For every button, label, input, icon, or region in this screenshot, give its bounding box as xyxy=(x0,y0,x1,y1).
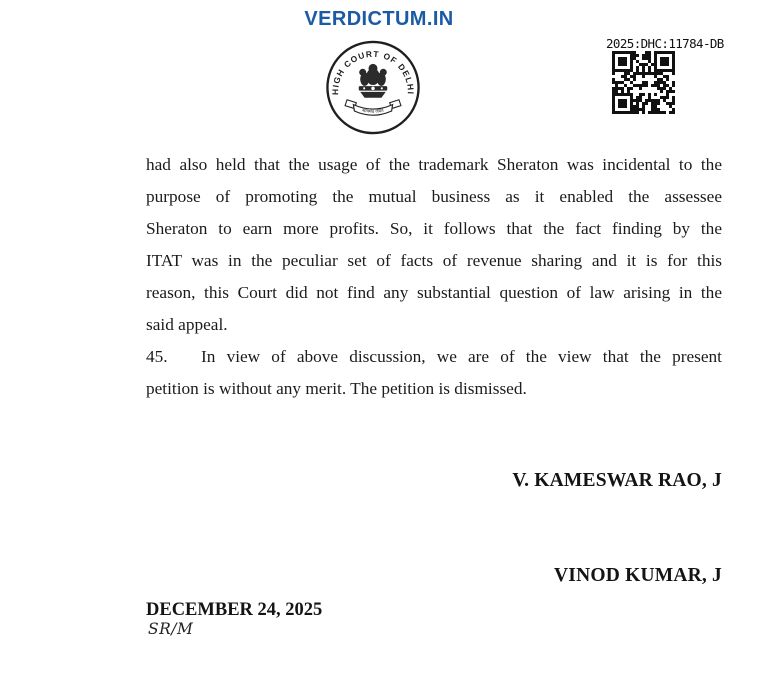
stenographer-initials: SR/M xyxy=(148,620,194,638)
seal-court-name: HIGH COURT OF DELHI xyxy=(330,48,416,96)
judgment-line: Sheraton to earn more profits. So, it follows that the fact finding by the xyxy=(146,219,722,238)
judgment-line: purpose of promoting the mutual business as it enabled the assessee xyxy=(146,187,722,206)
judgment-line: 45. In view of above discussion, we are of the view that the present xyxy=(146,347,722,366)
judge-signature-kameswar-rao: V. KAMESWAR RAO, J xyxy=(512,470,722,491)
judgment-line: ITAT was in the peculiar set of facts of revenue sharing and it is for this xyxy=(146,251,722,270)
judgment-paragraph xyxy=(146,341,722,405)
qr-code-icon xyxy=(612,51,675,114)
judgment-line: reason, this Court did not find any substantial question of law arising in the xyxy=(146,283,722,302)
judgment-body xyxy=(146,149,722,405)
judgment-date: DECEMBER 24, 2025 xyxy=(146,600,323,620)
neutral-citation: 2025:DHC:11784-DB xyxy=(606,36,724,51)
dharma-chakra-icon xyxy=(371,87,375,91)
abacus-dot xyxy=(363,87,365,89)
judgment-line: said appeal. xyxy=(146,315,228,334)
site-title: VERDICTUM.IN xyxy=(304,8,454,30)
judgment-line: had also held that the usage of the trademark Sheraton was incidental to the xyxy=(146,155,722,174)
ashoka-lion-capital-icon xyxy=(359,64,387,98)
judgment-line: petition is without any merit. The petition is dismissed. xyxy=(146,379,527,398)
high-court-of-delhi-seal-icon xyxy=(324,37,422,138)
abacus-dot xyxy=(381,87,383,89)
judge-signature-vinod-kumar: VINOD KUMAR, J xyxy=(554,565,722,586)
judgment-paragraph xyxy=(146,149,722,341)
seal-motto: सत्यमेव जयते xyxy=(361,108,385,115)
